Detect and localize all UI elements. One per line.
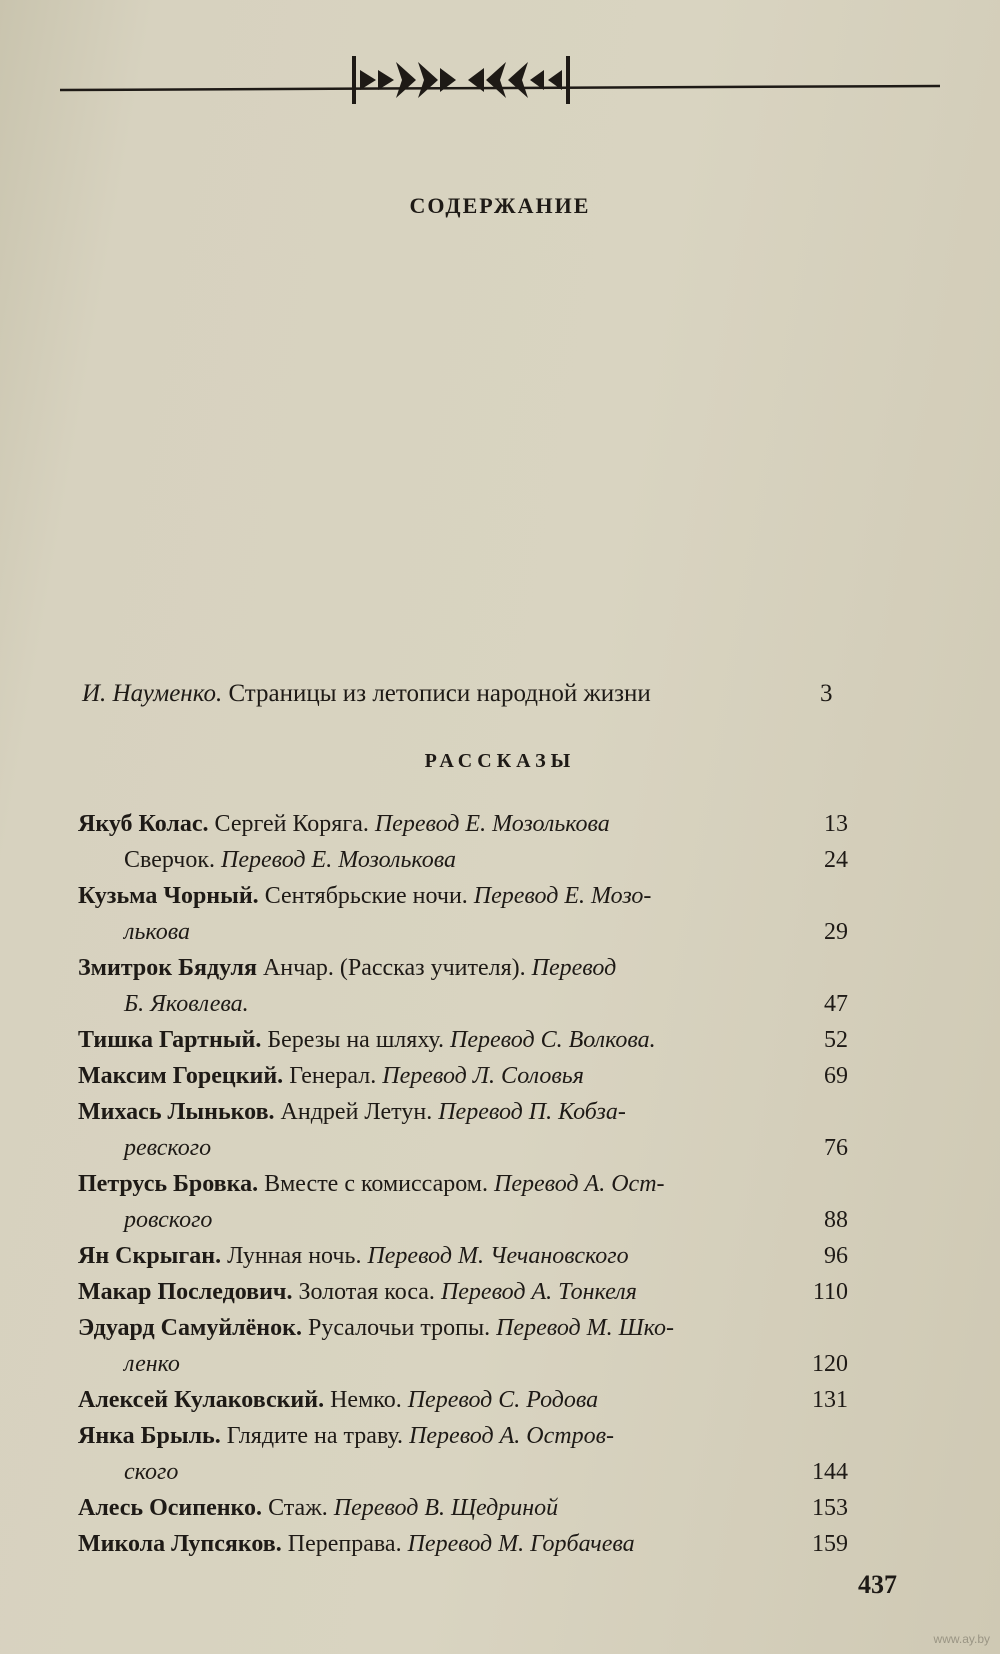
toc-translator: ревского [124,1135,212,1161]
toc-translator: Перевод М. Горбачева [407,1531,635,1557]
toc-text [124,1346,180,1382]
toc-translator: Б. Яковлева. [124,991,249,1017]
toc-text [78,1022,656,1058]
toc-work: Генерал. [289,1063,377,1089]
toc-translator: Перевод Е. Мозо- [473,883,652,909]
toc-page: 96 [824,1243,848,1269]
toc-line [78,1454,848,1490]
toc-author: Михась Лыньков. [78,1099,275,1125]
toc-work: Сентябрьские ночи. [264,883,468,909]
toc-translator: ровского [124,1207,213,1233]
toc-line [78,1382,848,1418]
toc-line [78,950,848,986]
toc-line [78,1202,848,1238]
toc-page: 47 [824,991,848,1017]
intro-author: И. Науменко. [82,680,223,707]
toc-work: Переправа. [287,1531,402,1557]
toc-translator: Перевод А. Тонкеля [440,1279,637,1305]
toc-text [78,1526,635,1562]
toc-text [78,1490,558,1526]
toc-text [78,806,610,842]
toc-translator: лькова [124,919,190,945]
toc-page: 29 [824,919,848,945]
toc-author: Макар Последович. [78,1279,293,1305]
toc-text [78,1274,637,1310]
toc-line [78,914,848,950]
toc-line [78,1094,848,1130]
toc-line [78,1166,848,1202]
toc-work: Лунная ночь. [227,1243,362,1269]
toc-work: Стаж. [268,1495,328,1521]
toc-author: Ян Скрыган. [78,1243,222,1269]
toc-page: 159 [812,1531,848,1557]
toc-author: Тишка Гартный. [78,1027,262,1053]
toc-text [78,1238,629,1274]
toc-text [78,1166,665,1202]
toc-author: Максим Горецкий. [78,1063,284,1089]
toc-text [124,914,190,950]
toc-text [124,842,456,878]
toc-translator: ленко [124,1351,180,1377]
toc-list [78,806,848,1562]
toc-translator: Перевод Е. Мозолькова [374,811,610,837]
toc-page: 120 [812,1351,848,1377]
toc-line [78,1022,848,1058]
toc-line [78,1490,848,1526]
toc-line [78,1418,848,1454]
toc-line [78,1238,848,1274]
toc-translator: ского [124,1459,179,1485]
toc-text [124,986,249,1022]
toc-text [78,878,651,914]
toc-translator: Перевод М. Чечановского [367,1243,629,1269]
toc-author: Янка Брыль. [78,1423,221,1449]
toc-line [78,842,848,878]
toc-line [78,1526,848,1562]
toc-translator: Перевод П. Кобза- [438,1099,626,1125]
toc-line [78,1310,848,1346]
page-number: 437 [858,1570,897,1599]
toc-author: Якуб Колас. [78,811,209,837]
toc-work: Вместе с комиссаром. [264,1171,488,1197]
toc-author: Змитрок Бядуля [78,955,257,981]
toc-line [78,1130,848,1166]
toc-translator: Перевод М. Шко- [496,1315,674,1341]
toc-translator: Перевод А. Остров- [409,1423,615,1449]
toc-text [78,1094,626,1130]
toc-author: Эдуард Самуйлёнок. [78,1315,302,1341]
intro-entry [82,680,850,708]
toc-page: 144 [812,1459,848,1485]
toc-page: 13 [824,811,848,837]
toc-text [78,950,616,986]
page-title: СОДЕРЖАНИЕ [409,193,591,218]
toc-author: Кузьма Чорный. [78,883,259,909]
toc-author: Алексей Кулаковский. [78,1387,325,1413]
toc-translator: Перевод Л. Соловья [382,1063,584,1089]
toc-line [78,806,848,842]
toc-text [78,1058,584,1094]
toc-text [124,1454,178,1490]
toc-page: 52 [824,1027,848,1053]
section-title: РАССКАЗЫ [424,750,576,772]
toc-translator: Перевод С. Родова [407,1387,599,1413]
toc-translator: Перевод [531,955,617,981]
toc-page: 76 [824,1135,848,1161]
toc-page: 24 [824,847,848,873]
toc-work: Анчар. (Рассказ учителя). [262,955,526,981]
toc-work: Сергей Коряга. [214,811,369,837]
toc-text [78,1310,674,1346]
toc-text [124,1202,212,1238]
toc-translator: Перевод А. Ост- [493,1171,665,1197]
toc-work: Золотая коса. [298,1279,435,1305]
toc-page: 110 [812,1279,848,1305]
toc-author: Микола Лупсяков. [78,1531,282,1557]
toc-text [78,1382,598,1418]
intro-page: 3 [820,680,833,707]
toc-translator: Перевод С. Волкова. [450,1027,656,1053]
toc-translator: Перевод Е. Мозолькова [220,847,456,873]
toc-line [78,1058,848,1094]
toc-page: 153 [812,1495,848,1521]
toc-work: Русалочьи тропы. [307,1315,491,1341]
toc-line [78,1346,848,1382]
toc-work: Сверчок. [124,847,215,873]
toc-work: Березы на шляху. [267,1027,445,1053]
toc-page: 131 [812,1387,848,1413]
toc-line [78,1274,848,1310]
toc-work: Глядите на траву. [226,1423,404,1449]
ornament-divider [60,48,940,112]
toc-text [78,1418,614,1454]
toc-line [78,878,848,914]
toc-page: 88 [824,1207,848,1233]
watermark: www.ay.by [933,1632,990,1646]
toc-page: 69 [824,1063,848,1089]
toc-author: Петрусь Бровка. [78,1171,259,1197]
toc-author: Алесь Осипенко. [78,1495,263,1521]
intro-work: Страницы из летописи народной жизни [228,680,651,707]
toc-text [124,1130,211,1166]
toc-work: Андрей Летун. [280,1099,433,1125]
toc-line [78,986,848,1022]
toc-translator: Перевод В. Щедриной [333,1495,559,1521]
toc-work: Немко. [330,1387,402,1413]
